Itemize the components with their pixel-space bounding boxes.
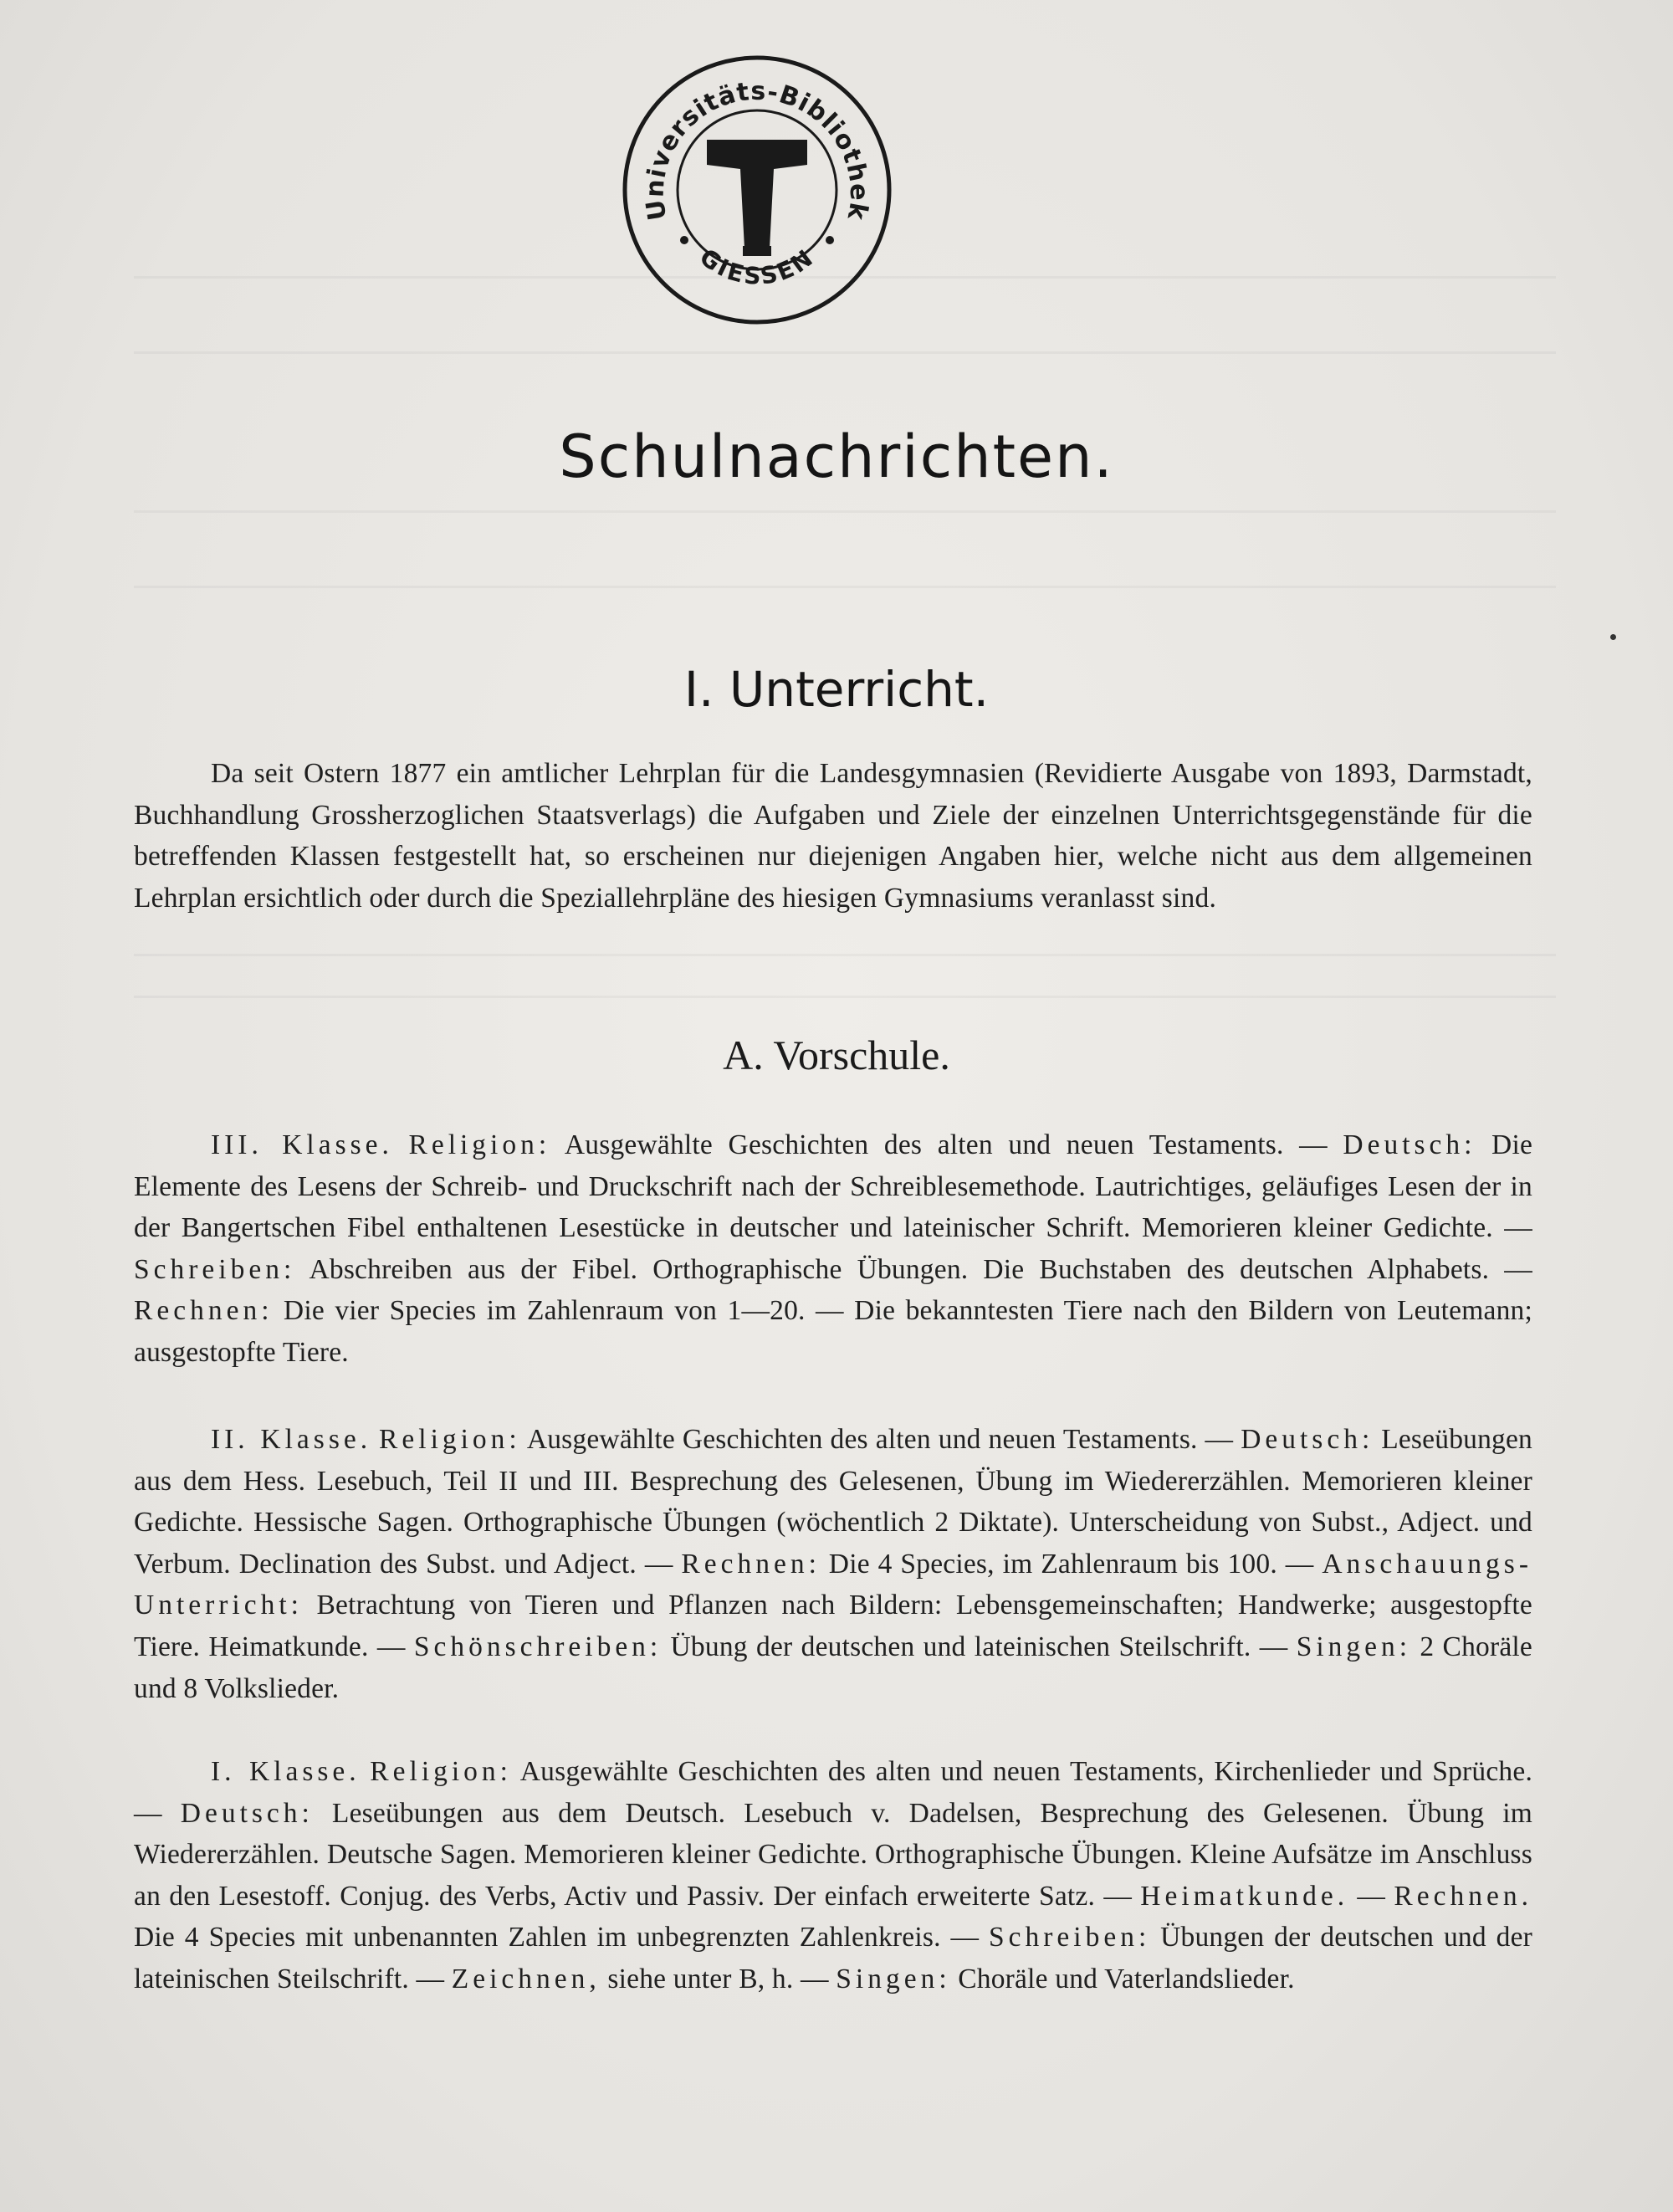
subject-label: Singen:: [1296, 1631, 1412, 1662]
bleed-line: [134, 996, 1556, 998]
subject-text: Leseübungen aus dem Hess. Lesebuch, Teil II und III. Besprechung des Gelesenen, Übung im Wiedererzählen. Memorieren kleiner Gedichte. Hessische Sagen. Orthographische Übungen (wöchentlich 2 Diktate). Unterscheidung von Subst., Adject. und Verbum. Declination des Subst. und Adject. —: [134, 1424, 1533, 1580]
subject-text: Die vier Species im Zahlenraum von 1—20. — Die bekanntesten Tiere nach den Bildern von Leutemann; ausgestopfte Tiere.: [134, 1295, 1532, 1368]
subject-label: Rechnen:: [681, 1548, 821, 1580]
subject-text: Ausgewählte Geschichten des alten und neuen Testaments, Kirchenlieder und Sprüche. —: [134, 1756, 1533, 1829]
subject-label: Schreiben:: [134, 1253, 296, 1285]
bleed-line: [134, 351, 1556, 354]
speck-mark: [1610, 634, 1616, 640]
subject-label: Zeichnen,: [451, 1963, 601, 1994]
class-paragraph-i: [134, 1751, 1532, 2000]
library-stamp: [619, 52, 895, 328]
intro-paragraph: Da seit Ostern 1877 ein amtlicher Lehrplan für die Landesgymnasien (Revidierte Ausgabe von 1893, Darmstadt, Buchhandlung Grossherzoglichen Staatsverlags) die Aufgaben und Ziele der einzelnen Unterrichtsgegenstände für die betreffenden Klassen festgestellt hat, so erscheinen nur diejenigen Angaben hier, welche nicht aus dem allgemeinen Lehrplan ersichtlich oder durch die Speziallehrpläne des hiesigen Gymnasiums veranlasst sind.: [134, 758, 1532, 914]
stamp-seal-icon: [619, 52, 895, 328]
subject-label: Heimatkunde.: [1140, 1880, 1349, 1912]
subject-label: Singen:: [836, 1963, 951, 1994]
bleed-line: [134, 954, 1556, 956]
stamp-city-text: GIESSEN: [694, 243, 820, 290]
bleed-line: [134, 586, 1556, 588]
class-label: I. Klasse.: [211, 1756, 361, 1787]
main-title: Schulnachrichten.: [559, 422, 1114, 491]
subject-text: Die 4 Species mit unbenannten Zahlen im unbegrenzten Zahlenkreis. —: [134, 1922, 990, 1953]
class-label: III. Klasse.: [211, 1129, 393, 1160]
subject-label: Schönschreiben:: [413, 1631, 663, 1662]
subject-text: 2 Choräle und 8 Volkslieder.: [134, 1631, 1533, 1704]
stamp-ring-text: Universitäts-Bibliothek: [640, 76, 874, 223]
subject-text: Abschreiben aus der Fibel. Orthographische Übungen. Die Buchstaben des deutschen Alphabets. —: [295, 1253, 1532, 1285]
subject-label: Deutsch:: [1241, 1424, 1374, 1455]
subject-text: Leseübungen aus dem Deutsch. Lesebuch v. Dadelsen, Besprechung des Gelesenen. Übung im Wiedererzählen. Deutsche Sagen. Memorieren kleiner Gedichte. Orthographische Übungen. Kleine Aufsätze im Anschluss an den Lesestoff. Conjug. des Verbs, Activ und Passiv. Der einfach erweiterte Satz. —: [134, 1797, 1532, 1912]
subject-text: Ausgewählte Geschichten des alten und neuen Testaments. —: [550, 1129, 1343, 1160]
section-title: I. Unterricht.: [683, 661, 990, 718]
subject-label: Religion:: [379, 1424, 521, 1455]
subject-label: Rechnen.: [1394, 1880, 1532, 1912]
subject-label: Rechnen:: [134, 1295, 274, 1327]
subject-text: Ausgewählte Geschichten des alten und neuen Testaments. —: [520, 1424, 1241, 1455]
bleed-line: [134, 510, 1556, 513]
subject-label: Anschauungs-Unterricht:: [134, 1548, 1533, 1621]
subject-text: Die Elemente des Lesens der Schreib- und Druckschrift nach der Schreiblesemethode. Lautrichtiges, geläufiges Lesen der in der Bangertschen Fibel enthaltenen Lesestücke in deutscher und lateinischer Schrift. Memorieren kleiner Gedichte. —: [134, 1129, 1533, 1244]
subject-text: Übung der deutschen und lateinischen Steilschrift. —: [662, 1631, 1297, 1662]
subject-text: Übungen der deutschen und der lateinischen Steilschrift. —: [134, 1922, 1532, 1994]
subject-label: Deutsch:: [180, 1797, 314, 1829]
subject-text: —: [1348, 1880, 1394, 1912]
subject-text: Betrachtung von Tieren und Pflanzen nach Bildern: Lebensgemeinschaften; Handwerke; ausgestopfte Tiere. Heimatkunde. —: [134, 1590, 1532, 1662]
subject-text: Die 4 Species, im Zahlenraum bis 100. —: [820, 1548, 1323, 1580]
class-label: II. Klasse.: [211, 1424, 372, 1455]
subject-label: Deutsch:: [1343, 1129, 1476, 1160]
subject-label: Religion:: [370, 1756, 512, 1787]
subsection-title: A. Vorschule.: [723, 1032, 950, 1078]
class-paragraph-iii: [134, 1124, 1532, 1374]
subject-text: siehe unter B, h. —: [600, 1963, 836, 1994]
class-paragraph-ii: [134, 1419, 1532, 1709]
subject-label: Schreiben:: [989, 1922, 1151, 1953]
subject-label: Religion:: [408, 1129, 551, 1160]
subject-text: Choräle und Vaterlandslieder.: [950, 1963, 1295, 1994]
